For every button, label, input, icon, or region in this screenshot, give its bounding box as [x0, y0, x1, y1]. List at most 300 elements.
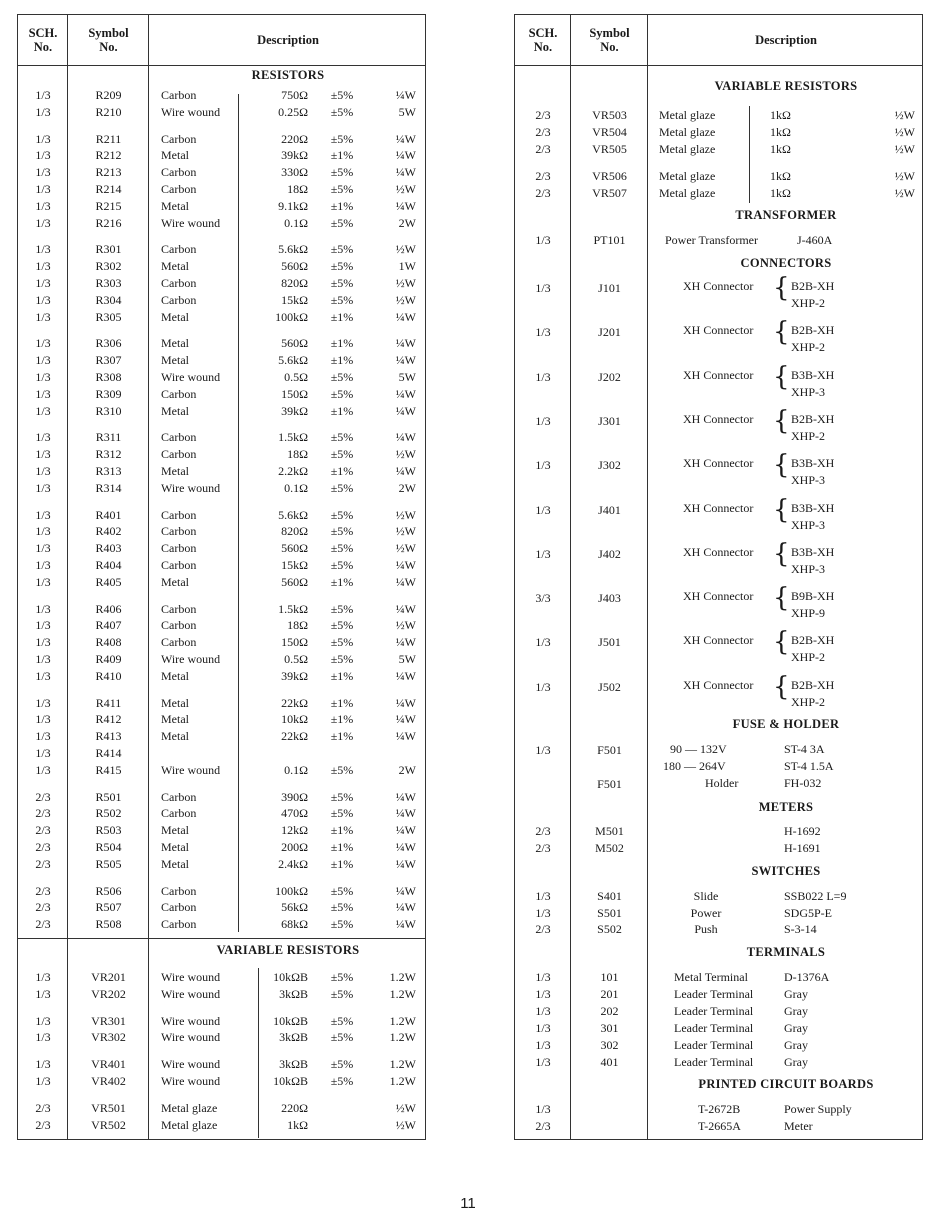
- transformer-section-title: TRANSFORMER: [735, 208, 837, 222]
- wattage: ¼W: [395, 386, 416, 401]
- resistor-type: Metal: [161, 403, 189, 418]
- left-parts-table: [17, 14, 426, 1140]
- resistance-value: 150Ω: [281, 386, 308, 401]
- wattage: ¼W: [395, 336, 416, 351]
- symbol-no: S401: [597, 889, 622, 903]
- wattage: ½W: [395, 447, 416, 462]
- tolerance: ±1%: [330, 695, 354, 710]
- sch-no: 1/3: [35, 165, 51, 180]
- resistor-type: Carbon: [161, 618, 197, 633]
- sch-no: 2/3: [535, 186, 551, 200]
- sch-no: 1/3: [35, 601, 51, 616]
- terminal-name: Leader Terminal: [674, 1038, 754, 1052]
- sch-no: 2/3: [535, 922, 551, 936]
- resistor-type: Metal: [161, 198, 189, 213]
- symbol-no: R309: [95, 386, 122, 401]
- wattage: 1.2W: [389, 986, 416, 1001]
- symbol-no: R409: [95, 652, 122, 666]
- resistor-type: Carbon: [161, 292, 197, 307]
- sch-no: 1/3: [535, 458, 551, 473]
- connector-header-part: B2B-XH: [791, 411, 835, 426]
- wattage: ¼W: [395, 695, 416, 710]
- switch-name: Push: [694, 922, 718, 936]
- tolerance: ±5%: [330, 883, 354, 898]
- connector-name: XH Connector: [683, 633, 754, 648]
- connector-name: XH Connector: [683, 500, 754, 515]
- symbol-no: R412: [95, 712, 122, 727]
- brace-icon: {: [773, 450, 790, 481]
- wattage: ¼W: [395, 148, 416, 163]
- connector-header-part: B3B-XH: [791, 456, 835, 471]
- meter-part: H-1691: [784, 841, 821, 855]
- connector-header-part: B2B-XH: [791, 633, 835, 648]
- resistor-type: Carbon: [161, 900, 197, 915]
- wattage: 5W: [398, 370, 416, 384]
- wattage: ¼W: [395, 729, 416, 744]
- wattage: ¼W: [395, 403, 416, 418]
- sch-no: 1/3: [35, 507, 51, 522]
- sch-no: 1/3: [535, 905, 551, 920]
- symbol-no: R506: [95, 883, 122, 898]
- wattage: ¼W: [395, 558, 416, 572]
- resistance-value: 1.5kΩ: [278, 430, 308, 445]
- resistor-type: Wire wound: [161, 1030, 221, 1045]
- connector-name: XH Connector: [683, 367, 754, 382]
- resistor-type: Metal: [161, 668, 189, 683]
- wattage: ½W: [395, 524, 416, 539]
- fuse-voltage: 180 — 264V: [663, 759, 726, 773]
- resistor-type: Wire wound: [161, 652, 221, 666]
- resistance-value: 3kΩB: [279, 1057, 308, 1072]
- resistance-value: 560Ω: [281, 541, 308, 556]
- symbol-no: R504: [95, 840, 122, 854]
- symbol-no: VR202: [91, 986, 126, 1001]
- brace-icon: {: [773, 361, 790, 392]
- symbol-no: J402: [598, 546, 621, 561]
- wattage: ¼W: [395, 789, 416, 804]
- wattage: ¼W: [395, 353, 416, 368]
- sch-no: 1/3: [35, 1057, 51, 1072]
- sch-no: 1/3: [35, 447, 51, 462]
- wattage: ½W: [395, 292, 416, 307]
- resistor-type: Wire wound: [161, 1013, 221, 1028]
- connector-header-part: B2B-XH: [791, 279, 835, 293]
- symbol-no: R401: [95, 507, 122, 522]
- resistor-type: Wire wound: [161, 480, 221, 495]
- wattage: ½W: [395, 541, 416, 556]
- resistance-value: 2.2kΩ: [278, 464, 308, 478]
- terminal-part: Gray: [784, 1055, 808, 1069]
- connector-housing-part: XHP-2: [791, 650, 826, 665]
- sch-no: 1/3: [535, 1021, 551, 1035]
- resistor-type: Carbon: [161, 601, 197, 616]
- resistance-value: 150Ω: [281, 635, 308, 650]
- terminal-name: Leader Terminal: [674, 1055, 754, 1069]
- sch-no: 3/3: [535, 591, 551, 606]
- terminal-name: Leader Terminal: [674, 987, 754, 1001]
- sch-no: 2/3: [535, 824, 551, 838]
- tolerance: ±1%: [330, 198, 354, 213]
- resistor-type: Metal: [161, 336, 189, 351]
- connector-header-part: B9B-XH: [791, 589, 835, 604]
- symbol-no: R505: [95, 856, 122, 871]
- wattage: ¼W: [395, 883, 416, 898]
- wattage: ¼W: [395, 198, 416, 213]
- symbol-no: R214: [95, 182, 122, 196]
- wattage: ½W: [395, 182, 416, 196]
- brace-icon: {: [773, 273, 790, 303]
- wattage: ¼W: [395, 601, 416, 616]
- tolerance: ±5%: [330, 370, 354, 384]
- wattage: ¼W: [395, 165, 416, 180]
- resistor-type: Wire wound: [161, 1074, 221, 1088]
- sch-no: 2/3: [535, 108, 551, 122]
- symbol-no: F501: [597, 777, 622, 791]
- description-header: [648, 15, 924, 65]
- symbol-no: R507: [95, 900, 122, 915]
- sch-no: 2/3: [35, 883, 51, 898]
- tolerance: ±5%: [330, 1074, 354, 1088]
- resistor-type: Metal glaze: [161, 1117, 218, 1132]
- symbol-no: R410: [95, 668, 122, 683]
- sch-no: 1/3: [35, 558, 51, 572]
- right-table-header: [515, 15, 922, 66]
- sch-no: 1/3: [35, 1030, 51, 1045]
- desc-divider: [238, 94, 239, 932]
- sch-no-header-label: SCH. No.: [28, 26, 58, 54]
- symbol-no: PT101: [593, 233, 626, 247]
- tolerance: ±1%: [330, 574, 354, 589]
- tolerance: ±1%: [330, 856, 354, 871]
- symbol-no: R303: [95, 276, 122, 290]
- symbol-no: VR201: [91, 970, 126, 984]
- tolerance: ±1%: [330, 712, 354, 727]
- sch-no: 1/3: [535, 635, 551, 650]
- tolerance: ±5%: [330, 276, 354, 290]
- resistor-type: Carbon: [161, 558, 197, 572]
- connector-name: XH Connector: [683, 544, 754, 559]
- symbol-no: VR301: [91, 1013, 126, 1028]
- symbol-no: J502: [598, 679, 621, 694]
- symbol-no: J202: [598, 369, 621, 384]
- sch-no: 1/3: [35, 574, 51, 589]
- tolerance: ±5%: [330, 524, 354, 539]
- tolerance: ±5%: [330, 292, 354, 307]
- symbol-no: R215: [95, 198, 122, 213]
- connector-housing-part: XHP-9: [791, 606, 826, 621]
- resistance-value: 56kΩ: [281, 900, 308, 915]
- connector-name: XH Connector: [683, 677, 754, 692]
- resistance-value: 470Ω: [281, 806, 308, 821]
- tolerance: ±1%: [330, 309, 354, 324]
- resistor-type: Carbon: [161, 917, 197, 932]
- sch-no: 1/3: [35, 403, 51, 418]
- resistance-value: 1kΩ: [287, 1117, 308, 1132]
- tolerance: ±5%: [330, 165, 354, 180]
- brace-icon: {: [773, 317, 790, 348]
- description-header-label: Description: [755, 33, 817, 47]
- sch-no: 1/3: [535, 281, 551, 295]
- symbol-no: R411: [95, 695, 122, 710]
- symbol-no: VR503: [592, 108, 627, 122]
- sch-no-header: [515, 15, 571, 65]
- sch-no: 2/3: [35, 1100, 51, 1115]
- resistors-section-title: RESISTORS: [251, 68, 325, 82]
- symbol-no: M501: [595, 824, 624, 838]
- sch-no: 1/3: [35, 712, 51, 727]
- sch-no-header-label: SCH. No.: [528, 26, 558, 54]
- transformer-part: J-460A: [797, 233, 833, 247]
- sch-no: 1/3: [35, 618, 51, 633]
- sch-no: 1/3: [35, 1074, 51, 1088]
- symbol-no: R314: [95, 480, 122, 495]
- sch-no: 2/3: [35, 840, 51, 854]
- connector-header-part: B3B-XH: [791, 544, 835, 559]
- tolerance: ±5%: [330, 541, 354, 556]
- resistance-value: 1kΩ: [770, 169, 791, 183]
- symbol-no: R311: [95, 430, 122, 445]
- terminal-part: D-1376A: [784, 970, 830, 984]
- sch-no: 2/3: [35, 917, 51, 932]
- sch-no: 1/3: [35, 762, 51, 777]
- resistor-type: Carbon: [161, 524, 197, 539]
- wattage: ¼W: [395, 900, 416, 915]
- sch-no: 1/3: [35, 198, 51, 213]
- resistance-value: 10kΩ: [281, 712, 308, 727]
- switch-part: SSB022 L=9: [784, 889, 847, 903]
- pcb-part: T-2665A: [698, 1119, 741, 1133]
- symbol-no: R210: [95, 104, 122, 119]
- symbol-no: R302: [95, 259, 122, 274]
- resistance-value: 820Ω: [281, 276, 308, 290]
- tolerance: ±5%: [330, 430, 354, 445]
- symbol-no: VR401: [91, 1057, 126, 1072]
- variable-resistors-section-title: VARIABLE RESISTORS: [714, 79, 858, 93]
- symbol-no: VR506: [592, 169, 627, 183]
- sch-no: 1/3: [35, 292, 51, 307]
- sch-no: 2/3: [35, 823, 51, 838]
- resistor-type: Metal glaze: [161, 1100, 218, 1115]
- wattage: ½W: [395, 507, 416, 522]
- symbol-no: J501: [598, 635, 621, 650]
- resistance-value: 10kΩB: [273, 970, 308, 984]
- resistor-type: Carbon: [161, 276, 197, 290]
- tolerance: ±1%: [330, 148, 354, 163]
- symbol-no: J201: [598, 325, 621, 340]
- wattage: ½W: [894, 142, 915, 156]
- symbol-no: R502: [95, 806, 122, 821]
- resistor-type: Carbon: [161, 806, 197, 821]
- variable-resistors-section-title: VARIABLE RESISTORS: [216, 943, 360, 957]
- wattage: ¼W: [395, 635, 416, 650]
- resistor-type: Wire wound: [161, 1057, 221, 1072]
- symbol-no-header-label: Symbol No.: [589, 26, 630, 54]
- wattage: ¼W: [395, 840, 416, 854]
- tolerance: ±5%: [330, 182, 354, 196]
- symbol-no: S501: [597, 905, 622, 920]
- resistance-value: 0.25Ω: [278, 104, 308, 119]
- sch-no: 1/3: [35, 480, 51, 495]
- resistor-type: Carbon: [161, 541, 197, 556]
- tolerance: ±5%: [330, 900, 354, 915]
- symbol-no: R407: [95, 618, 122, 633]
- symbol-no: R305: [95, 309, 122, 324]
- resistor-type: Wire wound: [161, 986, 221, 1001]
- tolerance: ±5%: [330, 970, 354, 984]
- connector-name: XH Connector: [683, 589, 754, 604]
- switch-name: Power: [690, 905, 722, 920]
- sch-no-header: [18, 15, 68, 65]
- resistance-value: 0.1Ω: [284, 215, 308, 230]
- sch-no: 1/3: [35, 729, 51, 744]
- tolerance: ±5%: [330, 242, 354, 257]
- sch-no: 2/3: [535, 1119, 551, 1133]
- symbol-no: R413: [95, 729, 122, 744]
- symbol-no: R304: [95, 292, 122, 307]
- resistance-value: 2.4kΩ: [278, 856, 308, 871]
- resistor-type: Wire wound: [161, 215, 221, 230]
- tolerance: ±5%: [330, 601, 354, 616]
- sch-no: 1/3: [35, 259, 51, 274]
- symbol-no: R408: [95, 635, 122, 650]
- symbol-no: R209: [95, 88, 122, 102]
- wattage: ¼W: [395, 309, 416, 324]
- tolerance: ±1%: [330, 729, 354, 744]
- sch-no: 1/3: [535, 1004, 551, 1018]
- resistance-value: 9.1kΩ: [278, 198, 308, 213]
- resistance-value: 5.6kΩ: [278, 507, 308, 522]
- resistor-type: Metal: [161, 574, 189, 589]
- sch-no: 1/3: [35, 131, 51, 146]
- sch-no: 1/3: [535, 1038, 551, 1052]
- symbol-no-header: [68, 15, 149, 65]
- sch-no: 2/3: [535, 169, 551, 183]
- symbol-no: J403: [598, 591, 621, 606]
- resistance-value: 820Ω: [281, 524, 308, 539]
- symbol-no: J401: [598, 502, 621, 517]
- tolerance: ±5%: [330, 917, 354, 932]
- wattage: 1.2W: [389, 1013, 416, 1028]
- terminal-name: Leader Terminal: [674, 1004, 754, 1018]
- symbol-no: J301: [598, 413, 621, 428]
- wattage: ¼W: [395, 917, 416, 932]
- tolerance: ±1%: [330, 823, 354, 838]
- symbol-no: R403: [95, 541, 122, 556]
- resistance-value: 220Ω: [281, 131, 308, 146]
- wattage: ¼W: [395, 574, 416, 589]
- brace-icon: {: [773, 538, 790, 569]
- tolerance: ±5%: [330, 131, 354, 146]
- resistor-type: Carbon: [161, 883, 197, 898]
- sch-no: 1/3: [535, 987, 551, 1001]
- sch-no: 1/3: [535, 233, 551, 247]
- wattage: ¼W: [395, 668, 416, 683]
- symbol-no-header-label: Symbol No.: [88, 26, 129, 54]
- symbol-no: 301: [600, 1021, 619, 1035]
- symbol-no: R402: [95, 524, 122, 539]
- resistance-value: 560Ω: [281, 574, 308, 589]
- tolerance: ±5%: [330, 1013, 354, 1028]
- resistance-value: 10kΩB: [273, 1074, 308, 1088]
- wattage: ¼W: [395, 430, 416, 445]
- symbol-no: F501: [597, 743, 622, 757]
- wattage: 1.2W: [389, 1057, 416, 1072]
- resistance-value: 220Ω: [281, 1100, 308, 1115]
- symbol-no: R307: [95, 353, 122, 368]
- sch-no: 1/3: [35, 695, 51, 710]
- connector-name: XH Connector: [683, 323, 754, 338]
- resistance-value: 1kΩ: [770, 125, 791, 139]
- connector-housing-part: XHP-3: [791, 473, 826, 488]
- resistance-value: 330Ω: [281, 165, 308, 180]
- sch-no: 1/3: [35, 242, 51, 257]
- sch-no: 1/3: [35, 104, 51, 119]
- resistance-value: 15kΩ: [281, 292, 308, 307]
- description-header-label: Description: [257, 33, 319, 47]
- symbol-no: VR402: [91, 1074, 126, 1088]
- resistance-value: 0.1Ω: [284, 480, 308, 495]
- symbol-no: R216: [95, 215, 122, 230]
- sch-no: 1/3: [535, 413, 551, 428]
- resistor-type: Wire wound: [161, 104, 221, 119]
- wattage: ¼W: [395, 88, 416, 102]
- resistor-type: Carbon: [161, 430, 197, 445]
- symbol-no: R404: [95, 558, 122, 572]
- page-number: 11: [460, 1195, 476, 1212]
- resistor-type: Metal glaze: [659, 142, 716, 156]
- resistor-type: Metal: [161, 148, 189, 163]
- symbol-no: 101: [600, 970, 619, 984]
- tolerance: ±1%: [330, 840, 354, 854]
- tolerance: ±1%: [330, 353, 354, 368]
- sch-no: 1/3: [535, 369, 551, 384]
- pcb-section-title: PRINTED CIRCUIT BOARDS: [698, 1077, 874, 1091]
- wattage: ¼W: [395, 712, 416, 727]
- resistor-type: Carbon: [161, 88, 197, 102]
- resistance-value: 560Ω: [281, 336, 308, 351]
- connector-header-part: B3B-XH: [791, 367, 835, 382]
- resistor-type: Wire wound: [161, 370, 221, 384]
- terminals-section-title: TERMINALS: [746, 945, 826, 959]
- sch-no: 1/3: [35, 353, 51, 368]
- sch-no: 1/3: [35, 88, 51, 102]
- resistor-type: Metal: [161, 464, 189, 478]
- resistance-value: 3kΩB: [279, 1030, 308, 1045]
- wattage: ½W: [395, 1117, 416, 1132]
- sch-no: 1/3: [35, 970, 51, 984]
- tolerance: ±5%: [330, 104, 354, 119]
- sch-no: 1/3: [35, 276, 51, 290]
- symbol-no: J101: [598, 281, 621, 295]
- brace-icon: {: [773, 627, 790, 658]
- tolerance: ±5%: [330, 1030, 354, 1045]
- resistance-value: 0.5Ω: [284, 652, 308, 666]
- sch-no: 1/3: [35, 430, 51, 445]
- resistor-type: Metal glaze: [659, 169, 716, 183]
- wattage: ¼W: [395, 806, 416, 821]
- connector-name: XH Connector: [683, 411, 754, 426]
- wattage: ¼W: [395, 464, 416, 478]
- resistor-type: Wire wound: [161, 762, 221, 777]
- tolerance: ±5%: [330, 762, 354, 777]
- resistor-type: Carbon: [161, 182, 197, 196]
- wattage: 1.2W: [389, 1030, 416, 1045]
- resistor-type: Metal: [161, 856, 189, 871]
- fuse-voltage: 90 — 132V: [670, 742, 727, 756]
- sch-no: 1/3: [35, 986, 51, 1001]
- terminal-name: Metal Terminal: [674, 970, 748, 984]
- sch-no: 1/3: [35, 635, 51, 650]
